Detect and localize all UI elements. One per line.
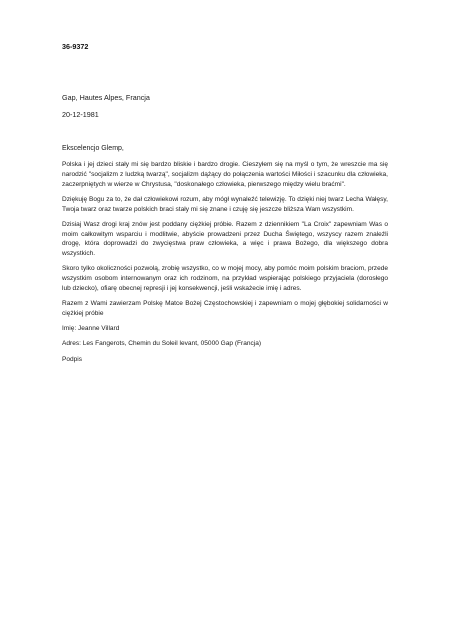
signature-label: Podpis [62,355,83,363]
document-id: 36-9372 [62,42,89,51]
paragraph-5: Razem z Wami zawierzam Polskę Matce Bożej Częstochowskiej i zapewniam o mojej głębokiej solidarności w ciężkiej próbie [62,299,388,317]
letter-body [62,144,388,370]
paragraph-3: Dzisiaj Wasz drogi kraj znów jest poddany ciężkiej próbie. Razem z dziennikiem "La Croix" zapewniam Was o moim całkowitym wsparciu i modlitwie, abyście prowadzeni przez Ducha Świętego, wszyscy razem znaleźli drogę, która doprowadzi do zwycięstwa praw człowieka, a więc i prawa Bożego, dla większego dobra wszystkich. [62,220,388,257]
address-line: Adres: Les Fangerots, Chemin du Soleil levant, 05000 Gap (Francja) [62,340,262,348]
name-line: Imię: Jeanne Villard [62,324,120,332]
letter-date: 20-12-1981 [62,110,99,119]
letter-place: Gap, Hautes Alpes, Francja [62,93,150,102]
paragraph-1: Polska i jej dzieci stały mi się bardzo bliskie i bardzo drogie. Cieszyłem się na myśl o tym, że wreszcie ma się narodzić "socjalizm z ludzką twarzą", socjalizm dążący do połączenia wartości Miłości i szacunku dla człowieka, zaczerpniętych w wierze w Chrystusa, "doskonałego człowieka, pierwszego między wielu braćmi". [62,161,388,188]
paragraph-2: Dziękuję Bogu za to, że dał człowiekowi rozum, aby mógł wynaleźć telewizję. To dzięki niej twarz Lecha Wałęsy, Twoja twarz oraz twarze polskich braci stały mi się znane i czuję się jeszcze bliższa Wam wszystkim. [62,195,388,213]
salutation: Ekscelencjo Glemp, [62,145,124,152]
paragraph-4: Skoro tylko okoliczności pozwolą, zrobię wszystko, co w mojej mocy, aby pomóc moim polskim braciom, przede wszystkim osobom internowanym oraz ich rodzinom, na przykład wspierając polskiego przyjaciela (dorosłego lub dziecko), ofiarę obecnej represji i jej konsekwencji, jeśli wskażecie imię i adres. [62,265,388,292]
